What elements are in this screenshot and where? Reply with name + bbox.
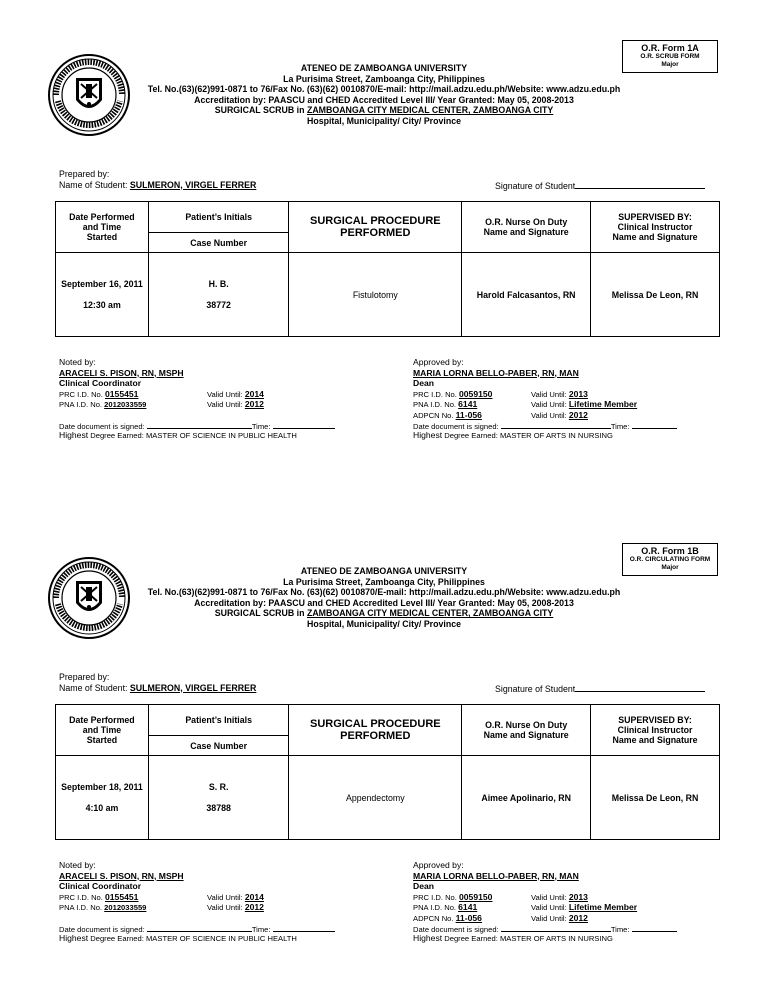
approved-by-block: Approved by: MARIA LORNA BELLO-PABER, RN, MAN Dean PRC I.D. No. 0059150 Valid Until: 2013 PNA I.D. No. 6141 Valid Until: Lifetime Member ADPCN No. 11-056 Valid Until: 2012 Date document is signed: Time: Highest Degree Earned: MASTER OF ARTS IN NURSING — [413, 357, 733, 441]
signature-line — [575, 683, 705, 692]
student-signature — [495, 180, 705, 191]
cell-initials: S. R. 38788 — [148, 756, 289, 840]
prepared-by-label: Prepared by: — [59, 672, 110, 682]
university-address: La Purisima Street, Zamboanga City, Philippines — [283, 73, 485, 84]
contact-line: Tel. No.(63)(62)991-0871 to 76/Fax No. (63)(62) 0010870/E-mail: http://mail.adzu.edu.ph/Website: www.adzu.edu.ph — [147, 84, 621, 94]
approved-adpcn: 11-056 — [455, 409, 482, 420]
noted-name: ARACELI S. PISON, RN, MSPH — [59, 367, 184, 378]
noted-degree: MASTER OF SCIENCE IN PUBLIC HEALTH — [145, 431, 297, 440]
university-name: ATENEO DE ZAMBOANGA UNIVERSITY — [300, 566, 468, 576]
col-procedure-header: SURGICAL PROCEDURE PERFORMED — [289, 705, 462, 756]
cell-date: September 16, 2011 12:30 am — [56, 253, 149, 337]
procedure-table — [55, 201, 720, 337]
hospital-label: Hospital, Municipality/ City/ Province — [307, 618, 461, 629]
signature-label: Signature of Student — [495, 181, 576, 191]
scrub-prefix: SURGICAL SCRUB in — [214, 608, 307, 618]
approved-title: Dean — [413, 881, 435, 891]
hospital-name: ZAMBOANGA CITY MEDICAL CENTER, ZAMBOANGA CITY — [306, 105, 554, 115]
cell-procedure: Appendectomy — [289, 756, 462, 840]
noted-by-block: Noted by: ARACELI S. PISON, RN, MSPH Clinical Coordinator PRC I.D. No. 0155451 Valid Until: 2014 PNA I.D. No. 2012033559 Valid Until: 2012 Date document is signed: Time: Highest Degree Earned: MASTER OF SCIENCE IN PUBLIC HEALTH — [59, 357, 389, 441]
cell-procedure: Fistulotomy — [289, 253, 462, 337]
noted-by-block: Noted by: ARACELI S. PISON, RN, MSPH Clinical Coordinator PRC I.D. No. 0155451 Valid Until: 2014 PNA I.D. No. 2012033559 Valid Until: 2012 Date document is signed: Time: Highest Degree Earned: MASTER OF SCIENCE IN PUBLIC HEALTH — [59, 860, 389, 944]
form-sub: Major — [661, 61, 679, 68]
document-header — [0, 566, 768, 629]
student-label: Name of Student: — [59, 179, 130, 190]
form-type: O.R. CIRCULATING FORM — [629, 556, 711, 563]
university-address: La Purisima Street, Zamboanga City, Philippines — [283, 576, 485, 587]
prepared-by-label: Prepared by: — [59, 169, 110, 179]
approved-pna: 6141 — [458, 399, 478, 409]
col-initials-header: Patient’s Initials — [148, 705, 289, 736]
col-nurse-header: O.R. Nurse On Duty Name and Signature — [462, 705, 591, 756]
noted-pna: 2012033559 — [104, 903, 147, 912]
document-header — [0, 63, 768, 126]
student-signature — [495, 683, 705, 694]
noted-label: Noted by: — [59, 860, 96, 870]
accreditation-line: Accreditation by: PAASCU and CHED Accredited Level III/ Year Granted: May 05, 2008-2013 — [194, 597, 574, 608]
col-procedure-header: SURGICAL PROCEDURE PERFORMED — [289, 202, 462, 253]
noted-pna: 2012033559 — [104, 400, 147, 409]
prepared-by-block — [59, 169, 256, 190]
scrub-prefix: SURGICAL SCRUB in — [214, 105, 307, 115]
noted-name: ARACELI S. PISON, RN, MSPH — [59, 870, 184, 881]
approved-prc: 0059150 — [459, 388, 493, 399]
col-initials-header: Patient’s Initials — [148, 202, 289, 233]
form-code: O.R. Form 1B — [641, 546, 699, 556]
noted-prc: 0155451 — [105, 891, 139, 902]
scrub-line — [0, 105, 768, 116]
approved-by-block: Approved by: MARIA LORNA BELLO-PABER, RN, MAN Dean PRC I.D. No. 0059150 Valid Until: 2013 PNA I.D. No. 6141 Valid Until: Lifetime Member ADPCN No. 11-056 Valid Until: 2012 Date document is signed: Time: Highest Degree Earned: MASTER OF ARTS IN NURSING — [413, 860, 733, 944]
col-date-header: Date Performed and Time Started — [56, 705, 149, 756]
col-case-header: Case Number — [148, 736, 289, 756]
col-nurse-header: O.R. Nurse On Duty Name and Signature — [462, 202, 591, 253]
noted-prc: 0155451 — [105, 388, 139, 399]
noted-degree: MASTER OF SCIENCE IN PUBLIC HEALTH — [145, 934, 297, 943]
scrub-line — [0, 608, 768, 619]
approved-name: MARIA LORNA BELLO-PABER, RN, MAN — [413, 870, 579, 881]
circulating-form — [0, 503, 768, 1006]
noted-label: Noted by: — [59, 357, 96, 367]
procedure-table — [55, 704, 720, 840]
noted-title: Clinical Coordinator — [59, 378, 142, 388]
noted-title: Clinical Coordinator — [59, 881, 142, 891]
cell-nurse: Harold Falcasantos, RN — [462, 253, 591, 337]
student-label: Name of Student: — [59, 682, 130, 693]
signature-label: Signature of Student — [495, 684, 576, 694]
cell-nurse: Aimee Apolinario, RN — [462, 756, 591, 840]
cell-instructor: Melissa De Leon, RN — [591, 253, 720, 337]
col-supervised-header: SUPERVISED BY: Clinical Instructor Name and Signature — [591, 202, 720, 253]
cell-date: September 18, 2011 4:10 am — [56, 756, 149, 840]
or-form — [0, 503, 768, 1006]
approved-label: Approved by: — [413, 860, 464, 870]
approved-pna: 6141 — [458, 902, 478, 912]
approved-prc: 0059150 — [459, 891, 493, 902]
approved-title: Dean — [413, 378, 435, 388]
approved-degree: MASTER OF ARTS IN NURSING — [499, 934, 613, 943]
cell-instructor: Melissa De Leon, RN — [591, 756, 720, 840]
approved-adpcn: 11-056 — [455, 912, 482, 923]
student-name: SULMERON, VIRGEL FERRER — [129, 682, 257, 693]
signature-line — [575, 180, 705, 189]
col-date-header: Date Performed and Time Started — [56, 202, 149, 253]
col-case-header: Case Number — [148, 233, 289, 253]
approved-label: Approved by: — [413, 357, 464, 367]
approved-degree: MASTER OF ARTS IN NURSING — [499, 431, 613, 440]
hospital-label: Hospital, Municipality/ City/ Province — [307, 115, 461, 126]
cell-initials: H. B. 38772 — [148, 253, 289, 337]
form-code: O.R. Form 1A — [641, 43, 699, 53]
form-sub: Major — [661, 564, 679, 571]
student-name: SULMERON, VIRGEL FERRER — [129, 179, 257, 190]
university-name: ATENEO DE ZAMBOANGA UNIVERSITY — [300, 63, 468, 73]
col-supervised-header: SUPERVISED BY: Clinical Instructor Name and Signature — [591, 705, 720, 756]
contact-line: Tel. No.(63)(62)991-0871 to 76/Fax No. (63)(62) 0010870/E-mail: http://mail.adzu.edu.ph/Website: www.adzu.edu.ph — [147, 587, 621, 597]
approved-name: MARIA LORNA BELLO-PABER, RN, MAN — [413, 367, 579, 378]
hospital-name: ZAMBOANGA CITY MEDICAL CENTER, ZAMBOANGA CITY — [306, 608, 554, 618]
form-type: O.R. SCRUB FORM — [640, 53, 700, 60]
accreditation-line: Accreditation by: PAASCU and CHED Accredited Level III/ Year Granted: May 05, 2008-2013 — [194, 94, 574, 105]
prepared-by-block — [59, 672, 256, 693]
